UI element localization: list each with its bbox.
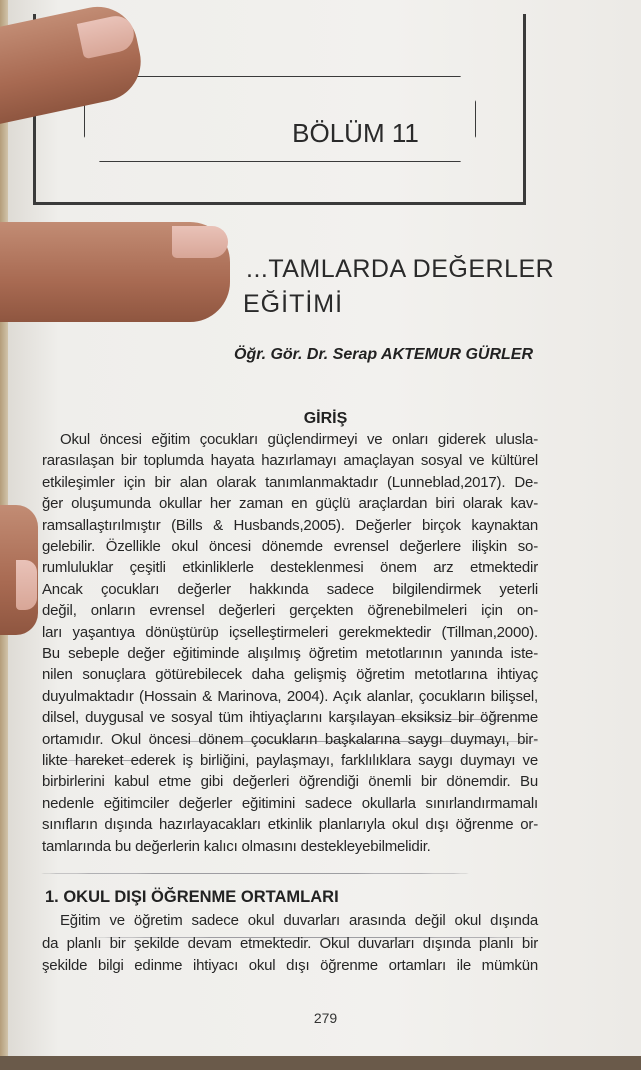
- body-text-line: duyulmaktadır (Hossain & Marinova, 2004). Açık alanlar, çocukların bilişsel,: [42, 687, 538, 705]
- body-text-line: sınıfların dışında hazırlayacakları etkinlik planlarıyla okul dışı öğrenme or-: [42, 816, 538, 834]
- body-text-line: ortamıdır. Okul öncesi dönem çocukların başkalarına saygı duymayı, bir-: [42, 730, 538, 748]
- body-text-line: nedenle eğitimciler değerler eğitimini sadece okullarla sınırlandırmamalı: [42, 794, 538, 812]
- body-text-line: değil, onların evrensel değerleri gerçekten öğrenebilmeleri için on-: [42, 602, 538, 620]
- fingernail: [172, 226, 228, 258]
- chapter-label: BÖLÜM 11: [292, 118, 419, 148]
- chapter-title-line-1: ...TAMLARDA DEĞERLER: [246, 255, 555, 283]
- body-text-line: da planlı bir şekilde devam etmektedir. Okul duvarları dışında planlı bir: [42, 934, 538, 952]
- page-number: 279: [313, 1010, 338, 1026]
- body-text-line: Bu sebeple değer eğitiminde alışılmış öğretim metotlarının yanında iste-: [42, 645, 538, 662]
- body-text-line: rumluluklar çeşitli etkinliklerle desteklenmesi önem arz etmektedir: [42, 559, 538, 577]
- author: Öğr. Gör. Dr. Serap AKTEMUR GÜRLER: [234, 346, 534, 363]
- body-text-line: tamlarında bu değerlerin kalıcı olmasını destekleyebilmelidir.: [42, 837, 431, 855]
- body-text-line: gelebilir. Özellikle okul öncesi dönemde evrensel değerlere ilişkin so-: [42, 538, 538, 555]
- page-bottom-edge: [0, 1056, 641, 1070]
- body-text-line: likte hareket ederek iş birliğini, paylaşmayı, farklılıklara saygı duymayı ve: [42, 752, 538, 769]
- body-text-line: Eğitim ve öğretim sadece okul duvarları arasında değil okul dışında: [60, 912, 538, 929]
- intro-heading: GİRİŞ: [303, 410, 348, 427]
- body-text-line: ramsallaştırılmıştır (Bills & Husbands,2005). Değerler birçok kaynaktan: [42, 516, 538, 534]
- body-text-line: ları yaşantıya dönüştürüp içselleştirmeleri gerekmektedir (Tillman,2000).: [42, 623, 538, 641]
- section-heading: 1. OKUL DIŞI ÖĞRENME ORTAMLARI: [45, 888, 339, 906]
- body-text-line: Ancak çocukları değerler hakkında sadece bilgilendirmek yeterli: [42, 580, 538, 598]
- pencil-underline: [40, 873, 470, 874]
- body-text-line: şekilde bilgi edinme ihtiyacı okul dışı öğrenme ortamları ile mümkün: [42, 957, 538, 974]
- body-text-line: dilsel, duygusal ve sosyal tüm ihtiyaçlarını karşılayan eksiksiz bir öğrenme: [42, 709, 538, 727]
- body-text-line: Okul öncesi eğitim çocukları güçlendirmeyi ve onları giderek ulusla-: [60, 431, 538, 448]
- body-text-line: ğer oluşumunda okullar her zaman en güçlü araçlardan biri olarak kav-: [42, 495, 538, 513]
- body-text-line: nilen sonuçlara götürebilecek daha gelişmiş öğretim metotlarına ihtiyaç: [42, 666, 538, 684]
- chapter-title-line-2: EĞİTİMİ: [243, 290, 344, 318]
- body-text-line: etkileşimler için bir alan olarak tanımlanmaktadır (Lunneblad,2017). De-: [42, 473, 538, 491]
- body-text-line: birbirlerini kabul etme gibi değerleri öğrendiği önemli bir dönemdir. Bu: [42, 773, 538, 791]
- fingernail: [16, 560, 37, 610]
- body-text-line: rarasılaşan bir toplumda hayata hazırlamayı amaçlayan sosyal ve kültürel: [42, 452, 538, 470]
